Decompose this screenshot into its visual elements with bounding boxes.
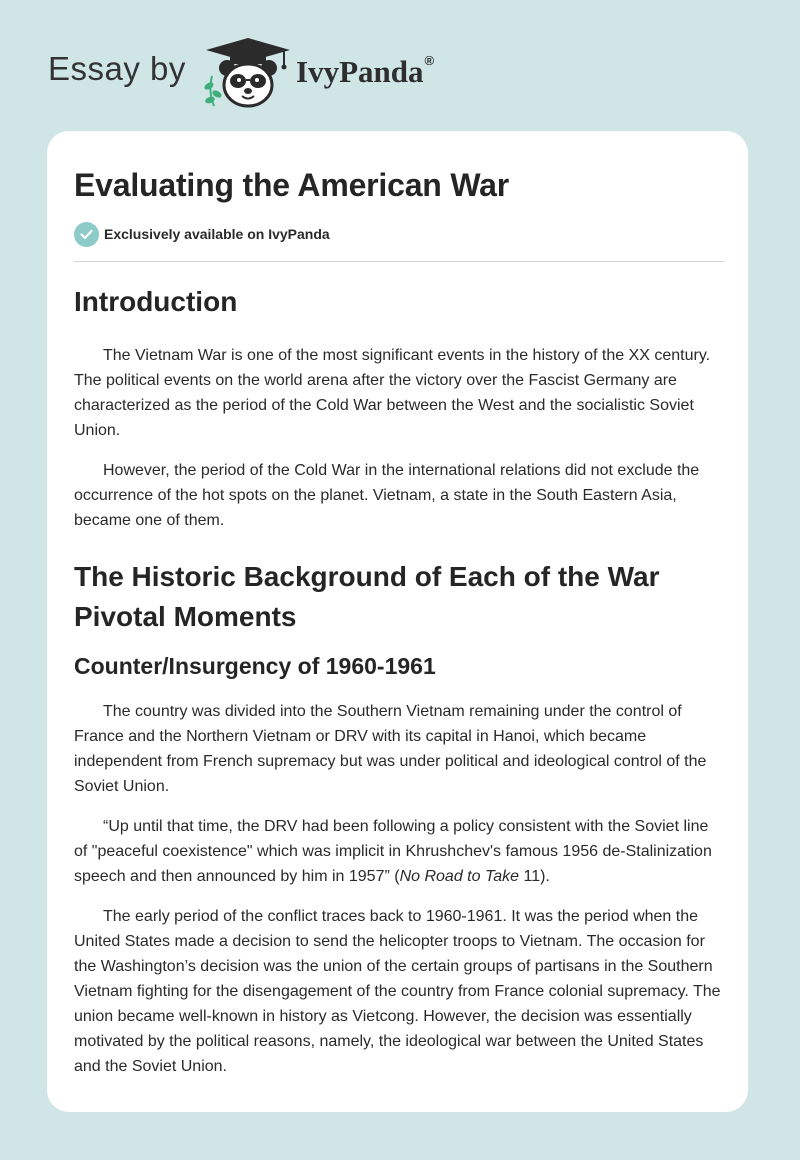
paragraph-counter-quote bbox=[74, 814, 724, 889]
brand-text: IvyPanda bbox=[296, 54, 424, 89]
quote-text: “Up until that time, the DRV had been following a policy consistent with the Soviet line of "peaceful coexistence" which was implicit in Khrushchev's famous 1956 de-Stalinization speech and then announced by him in 1957” ( bbox=[74, 818, 712, 885]
check-icon bbox=[74, 222, 99, 247]
heading-historic-background: The Historic Background of Each of the War Pivotal Moments bbox=[74, 561, 660, 632]
heading-introduction: Introduction bbox=[74, 286, 238, 317]
exclusive-badge bbox=[74, 221, 724, 247]
paragraph-counter-3: The early period of the conflict traces back to 1960-1961. It was the period when the United States made a decision to send the helicopter troops to Vietnam. The occasion for the Washington’s decision was the union of the certain groups of partisans in the Southern Vietnam fighting for the disengagement of the country from France colonial supremacy. The union became well-known in history as Vietcong. However, the decision was essentially motivated by the political reasons, namely, the ideological war between the United States and the Soviet Union. bbox=[74, 908, 721, 1075]
paragraph-intro-1: The Vietnam War is one of the most significant events in the history of the XX century. The political events on the world arena after the victory over the Fascist Germany are characterized as the period of the Cold War between the West and the socialistic Soviet Union. bbox=[74, 347, 711, 439]
site-header bbox=[0, 0, 800, 130]
exclusive-label: Exclusively available on IvyPanda bbox=[104, 226, 330, 242]
quote-source: No Road to Take bbox=[399, 868, 520, 885]
page-title: Evaluating the American War bbox=[74, 167, 510, 203]
paragraph-counter-1: The country was divided into the Southern Vietnam remaining under the control of France and the Northern Vietnam or DRV with its capital in Hanoi, which became independent from French supremacy but was under political and ideological control of the Soviet Union. bbox=[74, 703, 707, 795]
trademark-mark: ® bbox=[424, 52, 435, 68]
quote-citation: 11). bbox=[519, 868, 550, 885]
paragraph-intro-2: However, the period of the Cold War in the international relations did not exclude the occurrence of the hot spots on the planet. Vietnam, a state in the South Eastern Asia, became one of them. bbox=[74, 462, 700, 529]
ivypanda-logo-icon[interactable] bbox=[200, 36, 296, 110]
essay-by-label: Essay by bbox=[48, 50, 186, 87]
title-divider bbox=[74, 261, 724, 262]
essay-card bbox=[47, 131, 748, 1112]
brand-name[interactable] bbox=[296, 54, 434, 90]
essay-content bbox=[74, 165, 724, 1079]
heading-counter-insurgency: Counter/Insurgency of 1960-1961 bbox=[74, 653, 436, 679]
